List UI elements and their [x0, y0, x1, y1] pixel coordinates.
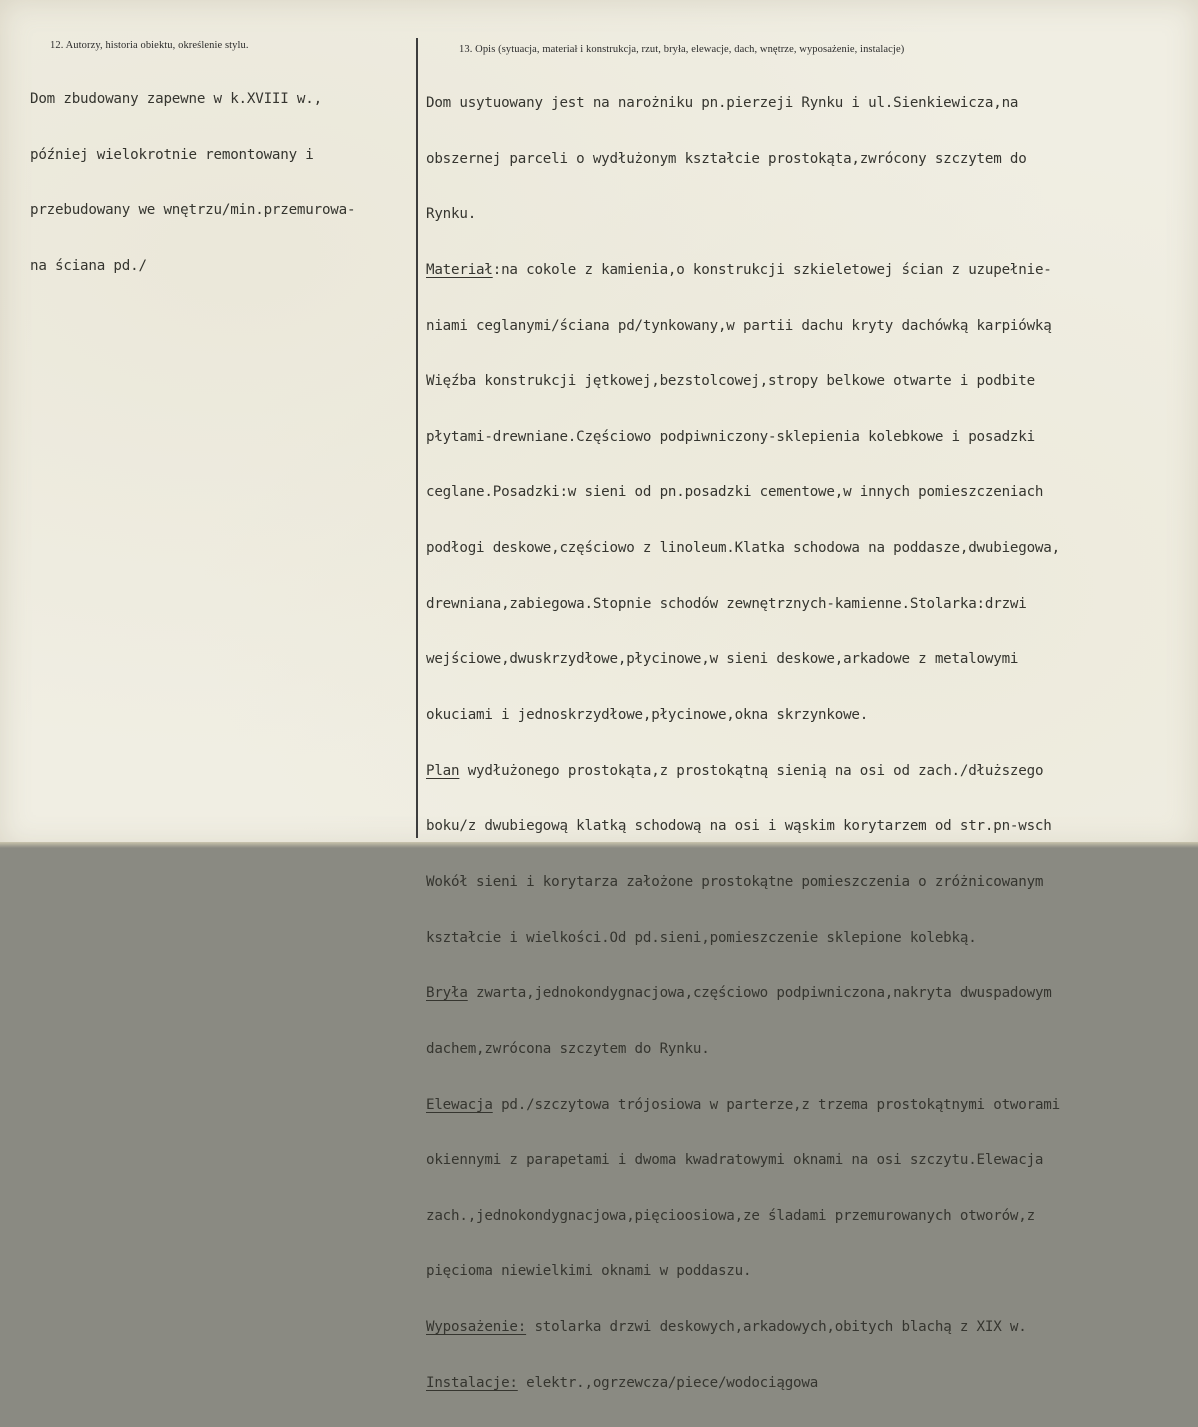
- line-text: zach.,jednokondygnacjowa,pięcioosiowa,ze śladami przemurowanych otworów,z: [426, 1207, 1035, 1224]
- field-13-line: [426, 1205, 1060, 1229]
- field-13-label: 13. Opis (sytuacja, materiał i konstrukcja, rzut, bryła, elewacje, dach, wnętrze, wyposażenie, instalacje): [459, 44, 905, 55]
- field-13-line: [426, 648, 1060, 672]
- section-heading-elewacja: Elewacja: [426, 1096, 493, 1113]
- line-text: Rynku.: [426, 206, 477, 223]
- field-13-line: [426, 927, 1060, 951]
- line-text: wejściowe,dwuskrzydłowe,płycinowe,w sieni deskowe,arkadowe z metalowymi: [426, 651, 1019, 668]
- section-heading-wyposazenie: Wyposażenie:: [426, 1319, 527, 1336]
- field-13-text: [426, 60, 1060, 1427]
- line-text: Dom usytuowany jest na narożniku pn.pierzeji Rynku i ul.Sienkiewicza,na: [426, 95, 1019, 111]
- line-text: okiennymi z parapetami i dwoma kwadratowymi oknami na osi szczytu.Elewacja: [426, 1152, 1044, 1169]
- line-text: obszernej parceli o wydłużonym kształcie prostokąta,zwrócony szczytem do: [426, 150, 1027, 167]
- field-13-line: [426, 1372, 1060, 1396]
- line-text: podłogi deskowe,częściowo z linoleum.Klatka schodowa na poddasze,dwubiegowa,: [426, 540, 1060, 557]
- field-13-line: [426, 481, 1060, 505]
- field-13-line: [426, 1038, 1060, 1062]
- section-heading-instalacje: Instalacje:: [426, 1374, 518, 1391]
- line-text: wydłużonego prostokąta,z prostokątną sienią na osi od zach./dłuższego: [459, 762, 1044, 779]
- card-bottom-edge: [0, 842, 1198, 848]
- field-13-line: [426, 1149, 1060, 1173]
- field-12-line: później wielokrotnie remontowany i: [30, 146, 314, 163]
- line-text: boku/z dwubiegową klatką schodową na osi i wąskim korytarzem od str.pn-wsch: [426, 818, 1052, 835]
- column-divider: [416, 38, 418, 838]
- field-13-line: [426, 871, 1060, 895]
- field-13-line: [426, 92, 1060, 116]
- line-text: stolarka drzwi deskowych,arkadowych,obitych blachą z XIX w.: [526, 1319, 1027, 1336]
- line-text: elektr.,ogrzewcza/piece/wodociągowa: [517, 1374, 819, 1391]
- field-12-text: [30, 56, 355, 311]
- line-text: pięcioma niewielkimi oknami w poddaszu.: [426, 1263, 752, 1280]
- field-13-line: [426, 370, 1060, 394]
- line-text: :na cokole z kamienia,o konstrukcji szkieletowej ścian z uzupełnie-: [492, 261, 1052, 278]
- field-12-line: Dom zbudowany zapewne w k.XVIII w.,: [30, 91, 322, 107]
- line-text: pd./szczytowa trójosiowa w parterze,z trzema prostokątnymi otworami: [492, 1096, 1060, 1113]
- field-13-line: [426, 537, 1060, 561]
- field-12-line: na ściana pd./: [30, 257, 147, 274]
- field-12-label: 12. Autorzy, historia obiektu, określenie stylu.: [50, 40, 249, 51]
- field-13-line: [426, 315, 1060, 339]
- field-13-line: [426, 426, 1060, 450]
- field-13-line: [426, 1094, 1060, 1118]
- field-13-line: [426, 203, 1060, 227]
- section-heading-bryla: Bryła: [426, 985, 468, 1002]
- field-13-line: [426, 259, 1060, 283]
- line-text: Więźba konstrukcji jętkowej,bezstolcowej,stropy belkowe otwarte i podbite: [426, 373, 1035, 390]
- field-13-line: [426, 593, 1060, 617]
- section-heading-material: Materiał: [426, 261, 493, 278]
- field-13-line: [426, 1260, 1060, 1284]
- line-text: dachem,zwrócona szczytem do Rynku.: [426, 1040, 710, 1057]
- line-text: zwarta,jednokondygnacjowa,częściowo podpiwniczona,nakryta dwuspadowym: [467, 985, 1052, 1002]
- field-12-line: przebudowany we wnętrzu/min.przemurowa-: [30, 202, 356, 219]
- line-text: ceglane.Posadzki:w sieni od pn.posadzki cementowe,w innych pomieszczeniach: [426, 484, 1044, 501]
- line-text: płytami-drewniane.Częściowo podpiwniczony-sklepienia kolebkowe i posadzki: [426, 428, 1035, 445]
- field-13-line: [426, 1316, 1060, 1340]
- line-text: kształcie i wielkości.Od pd.sieni,pomieszczenie sklepione kolebką.: [426, 929, 977, 946]
- line-text: drewniana,zabiegowa.Stopnie schodów zewnętrznych-kamienne.Stolarka:drzwi: [426, 595, 1027, 612]
- section-heading-plan: Plan: [426, 762, 460, 779]
- field-13-line: [426, 760, 1060, 784]
- field-13-line: [426, 148, 1060, 172]
- line-text: okuciami i jednoskrzydłowe,płycinowe,okna skrzynkowe.: [426, 707, 869, 724]
- line-text: niami ceglanymi/ściana pd/tynkowany,w partii dachu kryty dachówką karpiówką: [426, 317, 1052, 334]
- field-13-line: [426, 704, 1060, 728]
- field-13-line: [426, 982, 1060, 1006]
- field-13-line: [426, 815, 1060, 839]
- line-text: Wokół sieni i korytarza założone prostokątne pomieszczenia o zróżnicowanym: [426, 873, 1044, 890]
